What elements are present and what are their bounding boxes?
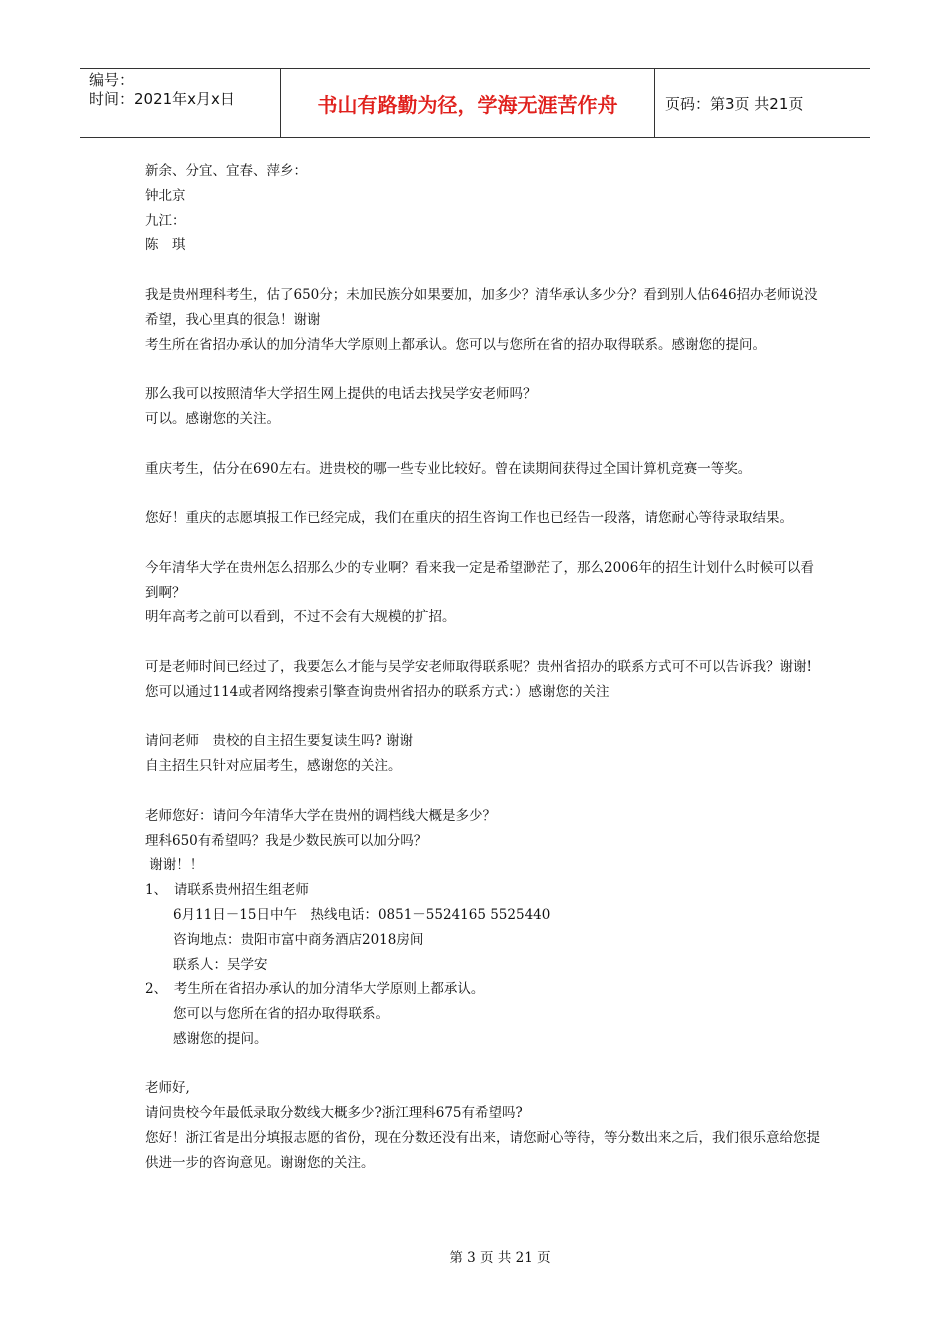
question: 我是贵州理科考生，估了650分；未加民族分如果要加，加多少？清华承认多少分？看到别人估646招办老师说没希望，我心里真的很急！谢谢 — [145, 286, 818, 328]
page-header — [80, 68, 870, 138]
answer-detail: 感谢您的提问。 — [173, 1030, 268, 1047]
answer-detail: 您可以与您所在省的招办取得联系。 — [173, 1006, 389, 1023]
text-line: 钟北京 — [145, 187, 186, 204]
text-line: 新余、分宜、宜春、萍乡： — [145, 163, 307, 179]
question: 可是老师时间已经过了，我要怎么才能与吴学安老师取得联系呢？贵州省招办的联系方式可不可以告诉我？谢谢! — [145, 658, 812, 675]
answer: 您可以通过114或者网络搜索引擎查询贵州省招办的联系方式：）感谢您的关注 — [145, 683, 610, 700]
question: 老师您好：请问今年清华大学在贵州的调档线大概是多少？ — [145, 807, 496, 824]
question: 请问老师 贵校的自主招生要复读生吗? 谢谢 — [145, 733, 414, 750]
document-body — [145, 159, 820, 1176]
answer: 明年高考之前可以看到，不过不会有大规模的扩招。 — [145, 609, 456, 626]
header-motto: 书山有路勤为径，学海无涯苦作舟 — [281, 69, 655, 137]
document-number-label: 编号： — [89, 71, 135, 89]
header-meta — [80, 69, 281, 137]
document-time-label: 时间：2021年x月x日 — [89, 90, 235, 108]
question: 老师好, — [145, 1080, 190, 1097]
page-footer: 第 3 页 共 21 页 — [449, 1250, 551, 1266]
question: 谢谢！！ — [145, 857, 204, 874]
answer-detail: 咨询地点：贵阳市富中商务酒店2018房间 — [173, 931, 424, 948]
question: 那么我可以按照清华大学招生网上提供的电话去找吴学安老师吗？ — [145, 386, 537, 403]
question: 请问贵校今年最低录取分数线大概多少?浙江理科675有希望吗? — [145, 1105, 523, 1122]
question: 重庆考生，估分在690左右。进贵校的哪一些专业比较好。曾在读期间获得过全国计算机竞赛一等奖。 — [145, 460, 752, 477]
answer-detail: 联系人：吴学安 — [173, 956, 268, 973]
answer-detail: 6月11日－15日中午 热线电话：0851－5524165 5525440 — [173, 906, 551, 923]
text-line: 陈 琪 — [145, 237, 186, 254]
question: 理科650有希望吗？我是少数民族可以加分吗？ — [145, 832, 428, 849]
answer: 可以。感谢您的关注。 — [145, 410, 280, 427]
answer: 您好！重庆的志愿填报工作已经完成，我们在重庆的招生咨询工作也已经告一段落，请您耐心等待录取结果。 — [145, 510, 793, 527]
header-page-number: 页码：第3页 共21页 — [665, 94, 804, 113]
answer: 您好！浙江省是出分填报志愿的省份，现在分数还没有出来，请您耐心等待，等分数出来之后，我们很乐意给您提供进一步的咨询意见。谢谢您的关注。 — [145, 1130, 820, 1171]
text-line: 九江： — [145, 212, 186, 229]
answer-item-1: 1、 请联系贵州招生组老师 — [145, 882, 309, 899]
answer-item-2: 2、 考生所在省招办承认的加分清华大学原则上都承认。 — [145, 981, 485, 998]
answer: 自主招生只针对应届考生，感谢您的关注。 — [145, 758, 402, 775]
question: 今年清华大学在贵州怎么招那么少的专业啊？看来我一定是希望渺茫了，那么2006年的招生计划什么时候可以看到啊？ — [145, 559, 814, 601]
answer: 考生所在省招办承认的加分清华大学原则上都承认。您可以与您所在省的招办取得联系。感谢您的提问。 — [145, 336, 766, 353]
